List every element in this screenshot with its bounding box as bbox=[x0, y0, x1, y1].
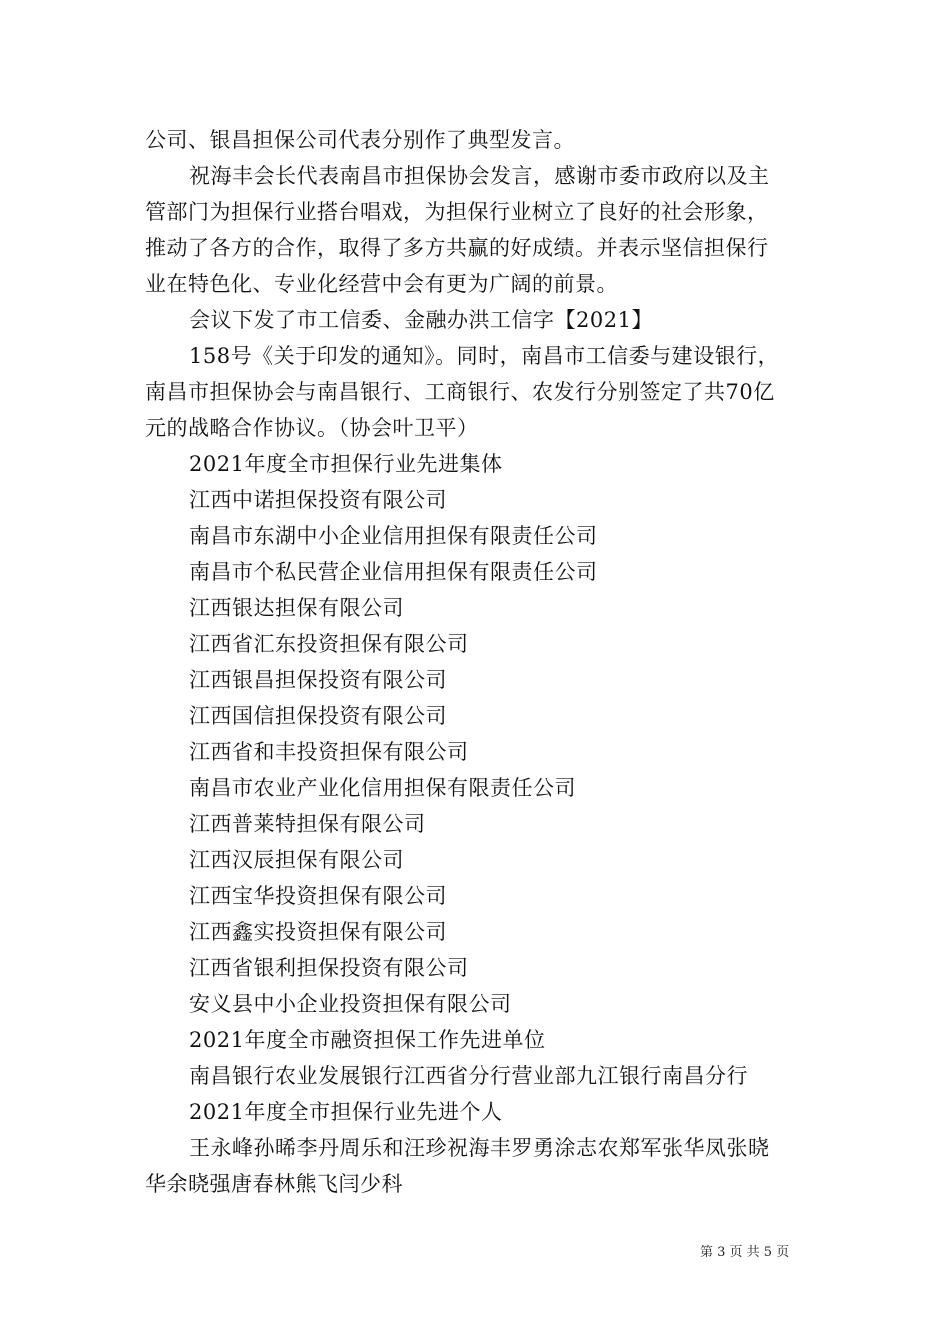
text-line: 南昌银行农业发展银行江西省分行营业部九江银行南昌分行 bbox=[189, 1064, 748, 1088]
text-line: 江西省汇东投资担保有限公司 bbox=[189, 632, 469, 656]
text-line: 南昌市东湖中小企业信用担保有限责任公司 bbox=[189, 524, 598, 548]
text-line: 管部门为担保行业搭台唱戏，为担保行业树立了良好的社会形象， bbox=[145, 200, 769, 224]
text-line: 公司、银昌担保公司代表分别作了典型发言。 bbox=[145, 128, 575, 152]
text-line: 江西中诺担保投资有限公司 bbox=[189, 488, 447, 512]
text-line: 华余晓强唐春林熊飞闫少科 bbox=[145, 1172, 403, 1196]
text-line: 推动了各方的合作，取得了多方共赢的好成绩。并表示坚信担保行 bbox=[145, 236, 769, 260]
text-line: 2021年度全市融资担保工作先进单位 bbox=[189, 1028, 546, 1052]
text-line: 祝海丰会长代表南昌市担保协会发言，感谢市委市政府以及主 bbox=[189, 164, 770, 188]
text-line: 南昌市农业产业化信用担保有限责任公司 bbox=[189, 776, 576, 800]
text-line: 江西银昌担保投资有限公司 bbox=[189, 668, 447, 692]
text-line: 江西宝华投资担保有限公司 bbox=[189, 884, 447, 908]
text-line: 业在特色化、专业化经营中会有更为广阔的前景。 bbox=[145, 272, 618, 296]
text-line: 江西国信担保投资有限公司 bbox=[189, 704, 447, 728]
text-line: 安义县中小企业投资担保有限公司 bbox=[189, 992, 512, 1016]
page-indicator: 第 3 页 共 5 页 bbox=[700, 1245, 790, 1260]
text-line: 南昌市担保协会与南昌银行、工商银行、农发行分别签定了共70亿 bbox=[145, 380, 775, 404]
text-line: 江西省银利担保投资有限公司 bbox=[189, 956, 469, 980]
text-line: 江西省和丰投资担保有限公司 bbox=[189, 740, 469, 764]
text-line: 江西银达担保有限公司 bbox=[189, 596, 404, 620]
text-line: 元的战略合作协议。（协会叶卫平） bbox=[145, 416, 479, 440]
text-line: 158号《关于印发的通知》。同时，南昌市工信委与建设银行， bbox=[189, 344, 780, 368]
text-line: 江西汉辰担保有限公司 bbox=[189, 848, 404, 872]
text-line: 会议下发了市工信委、金融办洪工信字【2021】 bbox=[189, 308, 653, 332]
text-line: 江西普莱特担保有限公司 bbox=[189, 812, 426, 836]
text-line: 2021年度全市担保行业先进个人 bbox=[189, 1100, 503, 1124]
text-line: 王永峰孙晞李丹周乐和汪珍祝海丰罗勇涂志农郑军张华凤张晓 bbox=[189, 1136, 770, 1160]
text-line: 江西鑫实投资担保有限公司 bbox=[189, 920, 447, 944]
text-line: 2021年度全市担保行业先进集体 bbox=[189, 452, 503, 476]
document-body bbox=[145, 122, 815, 1202]
text-line: 南昌市个私民营企业信用担保有限责任公司 bbox=[189, 560, 598, 584]
